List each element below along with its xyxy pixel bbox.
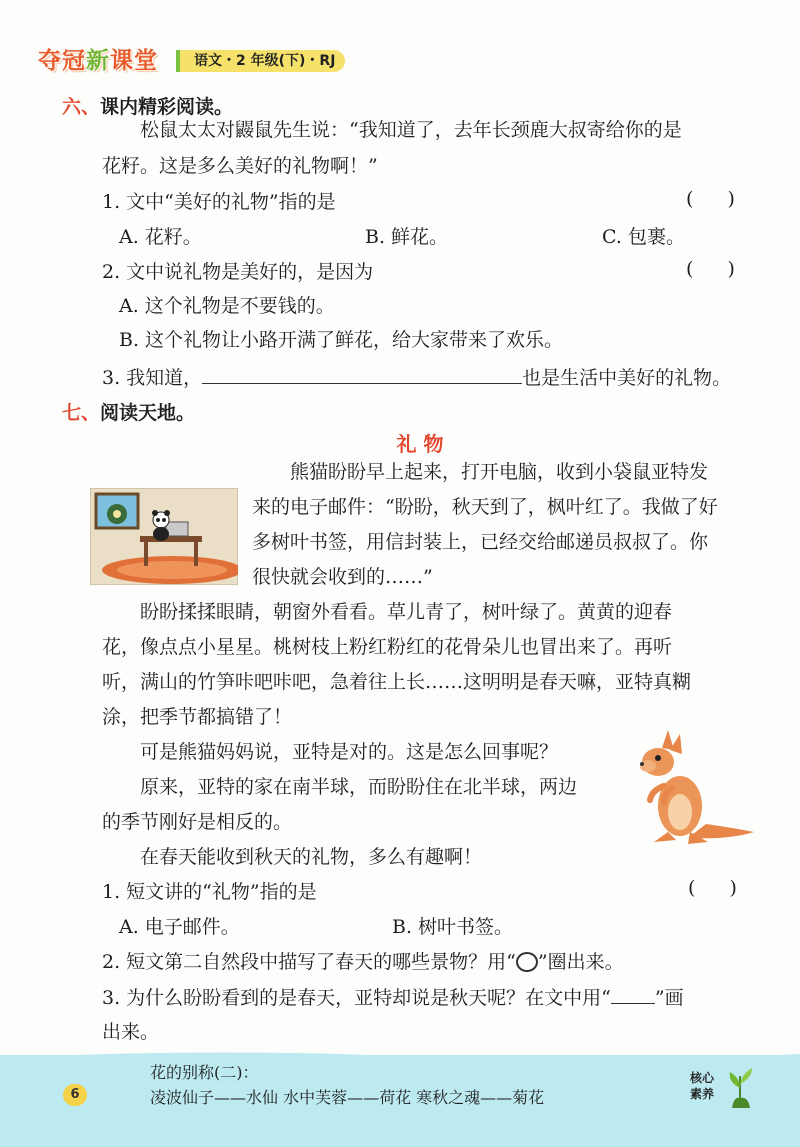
question-6-3-prefix: 3. 我知道，	[102, 367, 203, 389]
story-line: 涂，把季节都搞错了！	[102, 706, 293, 728]
option: B. 树叶书签。	[392, 916, 514, 938]
story-line: 花，像点点小星星。桃树枝上粉红粉红的花骨朵儿也冒出来了。再听	[102, 636, 673, 658]
question-7-2	[102, 950, 624, 974]
question-7-2-suffix: ”圈出来。	[537, 951, 624, 973]
section-6-number: 六、	[62, 96, 101, 118]
question-6-2: 2. 文中说礼物是美好的，是因为	[102, 261, 374, 283]
option: C. 包裹。	[602, 226, 685, 248]
passage-line: 松鼠太太对鼹鼠先生说：“我知道了，去年长颈鹿大叔寄给你的是	[140, 119, 682, 141]
question-7-2-prefix: 2. 短文第二自然段中描写了春天的哪些景物？用“	[102, 951, 516, 973]
underline-mark-icon	[611, 985, 655, 1004]
option: B. 鲜花。	[365, 226, 449, 248]
section-7-heading	[62, 398, 195, 425]
footer-heading: 花的别称(二)：	[150, 1063, 259, 1082]
circle-mark-icon	[516, 952, 538, 972]
story-line: 盼盼揉揉眼睛，朝窗外看看。草儿青了，树叶绿了。黄黄的迎春	[140, 601, 673, 623]
brand-text-a: 夺冠	[38, 48, 86, 74]
section-7-number: 七、	[62, 402, 101, 424]
story-line: 可是熊猫妈妈说，亚特是对的。这是怎么回事呢？	[140, 741, 559, 763]
answer-blank[interactable]	[202, 363, 522, 384]
story-line: 很快就会收到的……”	[252, 566, 433, 588]
question-7-3-prefix: 3. 为什么盼盼看到的是春天，亚特却说是秋天呢？在文中用“	[102, 987, 611, 1009]
brand-text-b: 新	[86, 48, 110, 74]
story-line: 熊猫盼盼早上起来，打开电脑，收到小袋鼠亚特发	[290, 461, 709, 483]
story-line: 的季节刚好是相反的。	[102, 811, 293, 833]
question-7-3-cont: 出来。	[102, 1021, 160, 1043]
option: A. 花籽。	[119, 226, 202, 248]
story-line: 听，满山的竹笋咔吧咔吧，急着往上长……这明明是春天嘛，亚特真糊	[102, 671, 692, 693]
subject-tag: 语文・2 年级(下)・RJ	[180, 50, 345, 72]
brand-text-c: 课堂	[110, 48, 158, 74]
section-6-title: 课内精彩阅读。	[100, 96, 234, 118]
page-number: 6	[63, 1084, 87, 1106]
footer-content: 凌波仙子——水仙 水中芙蓉——荷花 寒秋之魂——菊花	[150, 1088, 545, 1107]
story-line: 来的电子邮件：“盼盼，秋天到了，枫叶红了。我做了好	[252, 496, 718, 518]
answer-paren[interactable]: ( )	[688, 877, 751, 899]
question-7-3-suffix: ”画	[654, 987, 684, 1009]
core-literacy-badge	[686, 1066, 756, 1108]
story-line: 多树叶书签，用信封装上，已经交给邮递员叔叔了。你	[252, 531, 709, 553]
badge-text-bottom: 素养	[690, 1087, 715, 1101]
option: A. 这个礼物是不要钱的。	[119, 295, 335, 317]
section-6-heading	[62, 92, 233, 119]
option: B. 这个礼物让小路开满了鲜花，给大家带来了欢乐。	[119, 329, 564, 351]
answer-paren[interactable]: ( )	[686, 258, 749, 280]
panda-at-computer-illustration	[90, 488, 238, 585]
badge-text-top: 核心	[690, 1071, 715, 1085]
kangaroo-illustration	[628, 728, 756, 848]
passage-line: 花籽。这是多么美好的礼物啊！”	[102, 155, 378, 177]
question-6-3-suffix: 也是生活中美好的礼物。	[522, 367, 732, 389]
story-line: 在春天能收到秋天的礼物，多么有趣啊！	[140, 846, 483, 868]
plant-icon	[726, 1066, 756, 1108]
section-7-title: 阅读天地。	[100, 402, 196, 424]
question-6-3	[102, 363, 731, 390]
option: A. 电子邮件。	[119, 916, 240, 938]
answer-paren[interactable]: ( )	[686, 188, 749, 210]
question-6-1: 1. 文中“美好的礼物”指的是	[102, 191, 336, 213]
question-7-3	[102, 985, 684, 1010]
brand-logo	[38, 42, 158, 75]
story-line: 原来，亚特的家在南半球，而盼盼住在北半球，两边	[140, 776, 578, 798]
question-7-1: 1. 短文讲的“礼物”指的是	[102, 881, 317, 903]
story-title: 礼 物	[396, 432, 444, 456]
